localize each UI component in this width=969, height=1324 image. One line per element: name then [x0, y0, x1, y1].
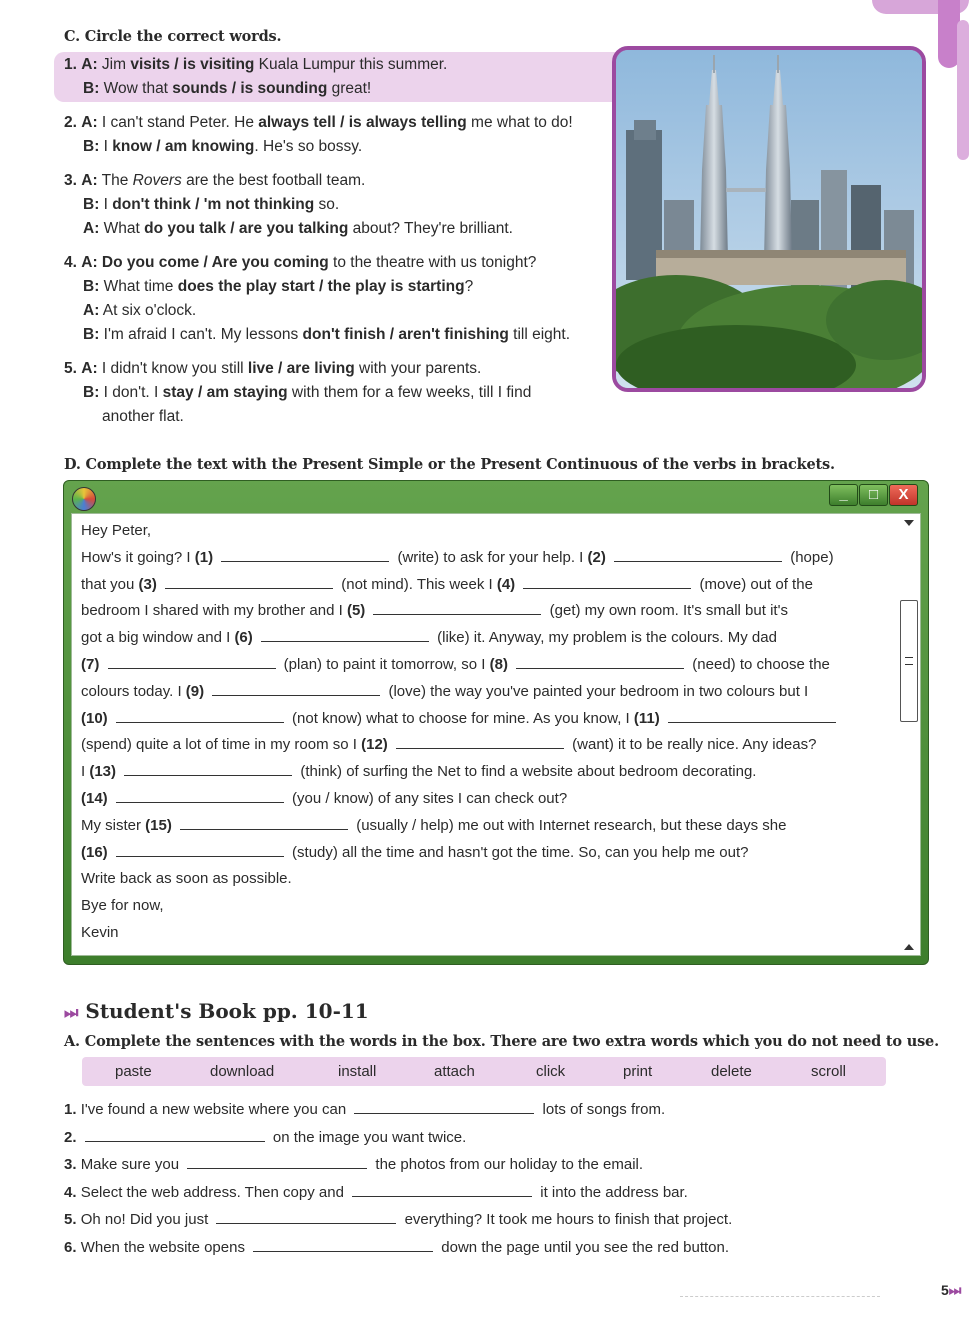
email-line: [81, 813, 896, 840]
dialogue-line: [64, 220, 513, 238]
item-number: 1.: [64, 1101, 77, 1118]
answer-choice[interactable]: always tell / is always telling: [258, 114, 467, 131]
email-text-segment: (16): [81, 843, 108, 861]
text-segment: I: [99, 196, 113, 213]
email-window: [63, 480, 929, 965]
answer-choice[interactable]: don't think / 'm not thinking: [112, 196, 315, 213]
email-text-segment: (hope): [786, 548, 834, 566]
word-item: attach: [434, 1063, 475, 1080]
email-text-segment: Kevin: [81, 923, 119, 941]
email-line: [81, 893, 896, 920]
sentence-item: [64, 1129, 466, 1146]
email-text-segment: (7): [81, 655, 100, 673]
dialogue-line: [64, 56, 447, 74]
text-segment: on the image you want twice.: [268, 1129, 467, 1146]
email-line: [81, 518, 896, 545]
email-line: [81, 598, 896, 625]
answer-blank[interactable]: [180, 817, 348, 830]
email-line: [81, 866, 896, 893]
answer-blank[interactable]: [116, 710, 284, 723]
dialogue-line: [64, 196, 339, 214]
italic-text: Rovers: [132, 172, 182, 189]
answer-choice[interactable]: Do you come / Are you coming: [101, 254, 329, 271]
speaker-label: B:: [83, 196, 100, 213]
email-text-segment: (need) to choose the: [688, 655, 830, 673]
speaker-label: A:: [81, 172, 98, 189]
email-line: [81, 625, 896, 652]
email-text: [81, 518, 896, 947]
speaker-label: A:: [81, 114, 98, 131]
dialogue-line: [64, 80, 371, 98]
answer-blank[interactable]: [165, 576, 333, 589]
answer-blank[interactable]: [108, 656, 276, 669]
email-text-segment: (14): [81, 789, 108, 807]
answer-blank[interactable]: [124, 763, 292, 776]
dialogue-line: [64, 138, 362, 156]
item-number: 5.: [64, 360, 77, 377]
text-segment: The: [97, 172, 133, 189]
speaker-label: B:: [83, 80, 100, 97]
answer-blank[interactable]: [396, 736, 564, 749]
email-text-segment: (not mind). This week I (4): [337, 575, 516, 593]
email-text-segment: (you / know) of any sites I can check out?: [287, 789, 568, 807]
answer-blank[interactable]: [516, 656, 684, 669]
email-text-segment: bedroom I shared with my brother and I (5): [81, 602, 366, 620]
sentence-item: [64, 1156, 643, 1173]
email-line: [81, 759, 896, 786]
answer-blank[interactable]: [352, 1184, 532, 1197]
speaker-label: B:: [83, 326, 100, 343]
email-text-segment: (spend) quite a lot of time in my room so I (12): [81, 736, 388, 754]
email-line: [81, 572, 896, 599]
answer-blank[interactable]: [253, 1239, 433, 1252]
email-text-segment: got a big window and I (6): [81, 629, 253, 647]
email-text-segment: Write back as soon as possible.: [81, 870, 292, 888]
word-item: download: [210, 1063, 275, 1080]
email-text-segment: colours today. I (9): [81, 682, 205, 700]
item-number: 3.: [64, 1156, 77, 1173]
text-segment: Oh no! Did you just: [80, 1211, 213, 1228]
answer-blank[interactable]: [212, 683, 380, 696]
section-a-title: A. Complete the sentences with the words in the box. There are two extra words which you do not need to use.: [64, 1033, 939, 1050]
text-segment: . He's so bossy.: [254, 138, 363, 155]
email-line: [81, 706, 896, 733]
email-text-segment: (think) of surfing the Net to find a website about bedroom decorating.: [296, 763, 757, 781]
dialogue-line: [64, 172, 365, 190]
word-item: delete: [711, 1063, 752, 1080]
speaker-label: A:: [81, 360, 98, 377]
dialogue-line: [64, 360, 481, 378]
sentence-item: [64, 1211, 732, 1228]
answer-blank[interactable]: [261, 629, 429, 642]
speaker-label: A:: [83, 220, 100, 237]
text-segment: another flat.: [102, 408, 184, 425]
maximize-button[interactable]: □: [859, 484, 888, 506]
item-number: 4.: [64, 254, 77, 271]
email-line: [81, 920, 896, 947]
email-text-segment: Hey Peter,: [81, 522, 152, 539]
answer-blank[interactable]: [116, 790, 284, 803]
close-button[interactable]: X: [889, 484, 918, 506]
item-number: 4.: [64, 1184, 77, 1201]
email-text-segment: Bye for now,: [81, 897, 164, 915]
text-segment: so.: [314, 196, 340, 213]
email-line: [81, 840, 896, 867]
text-segment: I'm afraid I can't. My lessons: [99, 326, 303, 343]
email-text-segment: (write) to ask for your help. I (2): [393, 548, 606, 566]
email-text-segment: (want) it to be really nice. Any ideas?: [567, 736, 817, 754]
email-text-segment: (like) it. Anyway, my problem is the colours. My dad: [432, 629, 777, 647]
petronas-towers-image: [616, 50, 922, 388]
speaker-label: B:: [83, 384, 100, 401]
text-segment: Jim: [97, 56, 131, 73]
text-segment: till eight.: [508, 326, 570, 343]
item-number: 5.: [64, 1211, 77, 1228]
text-segment: What time: [99, 278, 178, 295]
text-segment: I've found a new website where you can: [80, 1101, 351, 1118]
answer-choice[interactable]: live / are living: [247, 360, 355, 377]
text-segment: the photos from our holiday to the email.: [371, 1156, 644, 1173]
grip-icon: [905, 657, 913, 665]
item-number: 3.: [64, 172, 77, 189]
page-number-text: 5: [941, 1282, 949, 1298]
scroll-down-arrow-icon[interactable]: [904, 520, 914, 526]
kuala-lumpur-photo: [612, 46, 926, 392]
text-segment: to the theatre with us tonight?: [328, 254, 537, 271]
dialogue-line: [64, 114, 573, 132]
word-box: [82, 1057, 886, 1086]
email-text-segment: (10): [81, 709, 108, 727]
email-text-segment: (usually / help) me out with Internet research, but these days she: [352, 816, 787, 834]
email-text-segment: (move) out of the: [695, 575, 813, 593]
answer-blank[interactable]: [614, 549, 782, 562]
answer-choice[interactable]: visits / is visiting: [130, 56, 255, 73]
sentence-item: [64, 1239, 729, 1256]
sentence-item: [64, 1101, 665, 1118]
scroll-thumb[interactable]: [900, 600, 918, 722]
speaker-label: A:: [83, 302, 100, 319]
speaker-label: B:: [83, 278, 100, 295]
word-item: click: [536, 1063, 566, 1080]
item-number: 2.: [64, 1129, 77, 1146]
text-segment: down the page until you see the red button.: [437, 1239, 730, 1256]
answer-choice[interactable]: do you talk / are you talking: [144, 220, 349, 237]
speaker-label: B:: [83, 138, 100, 155]
word-item: scroll: [811, 1063, 847, 1080]
email-text-segment: that you (3): [81, 575, 157, 593]
item-number: 1.: [64, 56, 77, 73]
answer-choice[interactable]: don't finish / aren't finishing: [302, 326, 509, 343]
text-segment: with your parents.: [354, 360, 482, 377]
scrollbar[interactable]: [898, 513, 921, 956]
answer-choice[interactable]: stay / am staying: [162, 384, 288, 401]
text-segment: What: [99, 220, 145, 237]
text-segment: ?: [464, 278, 474, 295]
email-line: [81, 679, 896, 706]
email-line: [81, 545, 896, 572]
text-segment: are the best football team.: [181, 172, 366, 189]
email-text-segment: I (13): [81, 763, 117, 781]
text-segment: I don't. I: [99, 384, 163, 401]
text-segment: great!: [327, 80, 372, 97]
answer-blank[interactable]: [668, 710, 836, 723]
email-line: [81, 652, 896, 679]
skip-forward-icon: ⏭: [64, 1003, 79, 1022]
text-segment: I: [99, 138, 113, 155]
text-segment: Kuala Lumpur this summer.: [254, 56, 448, 73]
answer-choice[interactable]: know / am knowing: [112, 138, 255, 155]
dialogue-line: [64, 408, 184, 426]
answer-blank[interactable]: [116, 844, 284, 857]
section-d-title: D. Complete the text with the Present Simple or the Present Continuous of the verbs in brackets.: [64, 456, 835, 473]
word-item: install: [338, 1063, 377, 1080]
answer-blank[interactable]: [85, 1129, 265, 1142]
text-segment: Make sure you: [80, 1156, 184, 1173]
section-c-title: C. Circle the correct words.: [64, 28, 282, 45]
answer-blank[interactable]: [373, 602, 541, 615]
item-number: 6.: [64, 1239, 77, 1256]
students-book-heading: [64, 999, 369, 1023]
scroll-up-arrow-icon[interactable]: [904, 944, 914, 950]
email-text-segment: (love) the way you've painted your bedroom in two colours but I: [384, 682, 809, 700]
answer-blank[interactable]: [221, 549, 389, 562]
email-text-segment: (not know) what to choose for mine. As you know, I (11): [287, 709, 660, 727]
email-line: [81, 732, 896, 759]
email-line: [81, 786, 896, 813]
speaker-label: A:: [81, 254, 98, 271]
text-segment: with them for a few weeks, till I find: [287, 384, 532, 401]
page-number: [941, 1282, 961, 1299]
email-text-segment: My sister (15): [81, 816, 172, 834]
speaker-label: A:: [81, 56, 98, 73]
text-segment: Wow that: [99, 80, 173, 97]
text-segment: When the website opens: [80, 1239, 250, 1256]
app-logo-icon: [72, 487, 96, 511]
item-number: 2.: [64, 114, 77, 131]
side-decoration: [957, 20, 969, 160]
answer-blank[interactable]: [187, 1156, 367, 1169]
students-book-heading-text: Student's Book pp. 10-11: [85, 999, 369, 1023]
answer-blank[interactable]: [216, 1211, 396, 1224]
text-segment: lots of songs from.: [538, 1101, 666, 1118]
answer-choice[interactable]: sounds / is sounding: [172, 80, 328, 97]
sentence-item: [64, 1184, 688, 1201]
text-segment: about? They're brilliant.: [348, 220, 513, 237]
text-segment: I didn't know you still: [97, 360, 248, 377]
text-segment: everything? It took me hours to finish that project.: [400, 1211, 733, 1228]
email-text-segment: (study) all the time and hasn't got the time. So, can you help me out?: [287, 843, 749, 861]
text-segment: it into the address bar.: [536, 1184, 688, 1201]
footer-divider: [680, 1296, 880, 1297]
text-segment: I can't stand Peter. He: [97, 114, 259, 131]
email-text-segment: How's it going? I (1): [81, 548, 214, 566]
email-body: [71, 513, 900, 956]
next-page-icon: ⏭: [948, 1282, 962, 1298]
answer-blank[interactable]: [523, 576, 691, 589]
word-item: print: [623, 1063, 653, 1080]
dialogue-line: [64, 302, 196, 320]
word-item: paste: [115, 1063, 152, 1080]
text-segment: Select the web address. Then copy and: [80, 1184, 349, 1201]
answer-blank[interactable]: [354, 1101, 534, 1114]
dialogue-line: [64, 278, 473, 296]
dialogue-line: [64, 254, 536, 272]
text-segment: me what to do!: [466, 114, 573, 131]
minimize-button[interactable]: _: [829, 484, 858, 506]
dialogue-line: [64, 326, 570, 344]
email-text-segment: (get) my own room. It's small but it's: [545, 602, 788, 620]
email-text-segment: (plan) to paint it tomorrow, so I (8): [279, 655, 508, 673]
answer-choice[interactable]: does the play start / the play is starting: [177, 278, 465, 295]
text-segment: At six o'clock.: [99, 302, 197, 319]
dialogue-line: [64, 384, 531, 402]
